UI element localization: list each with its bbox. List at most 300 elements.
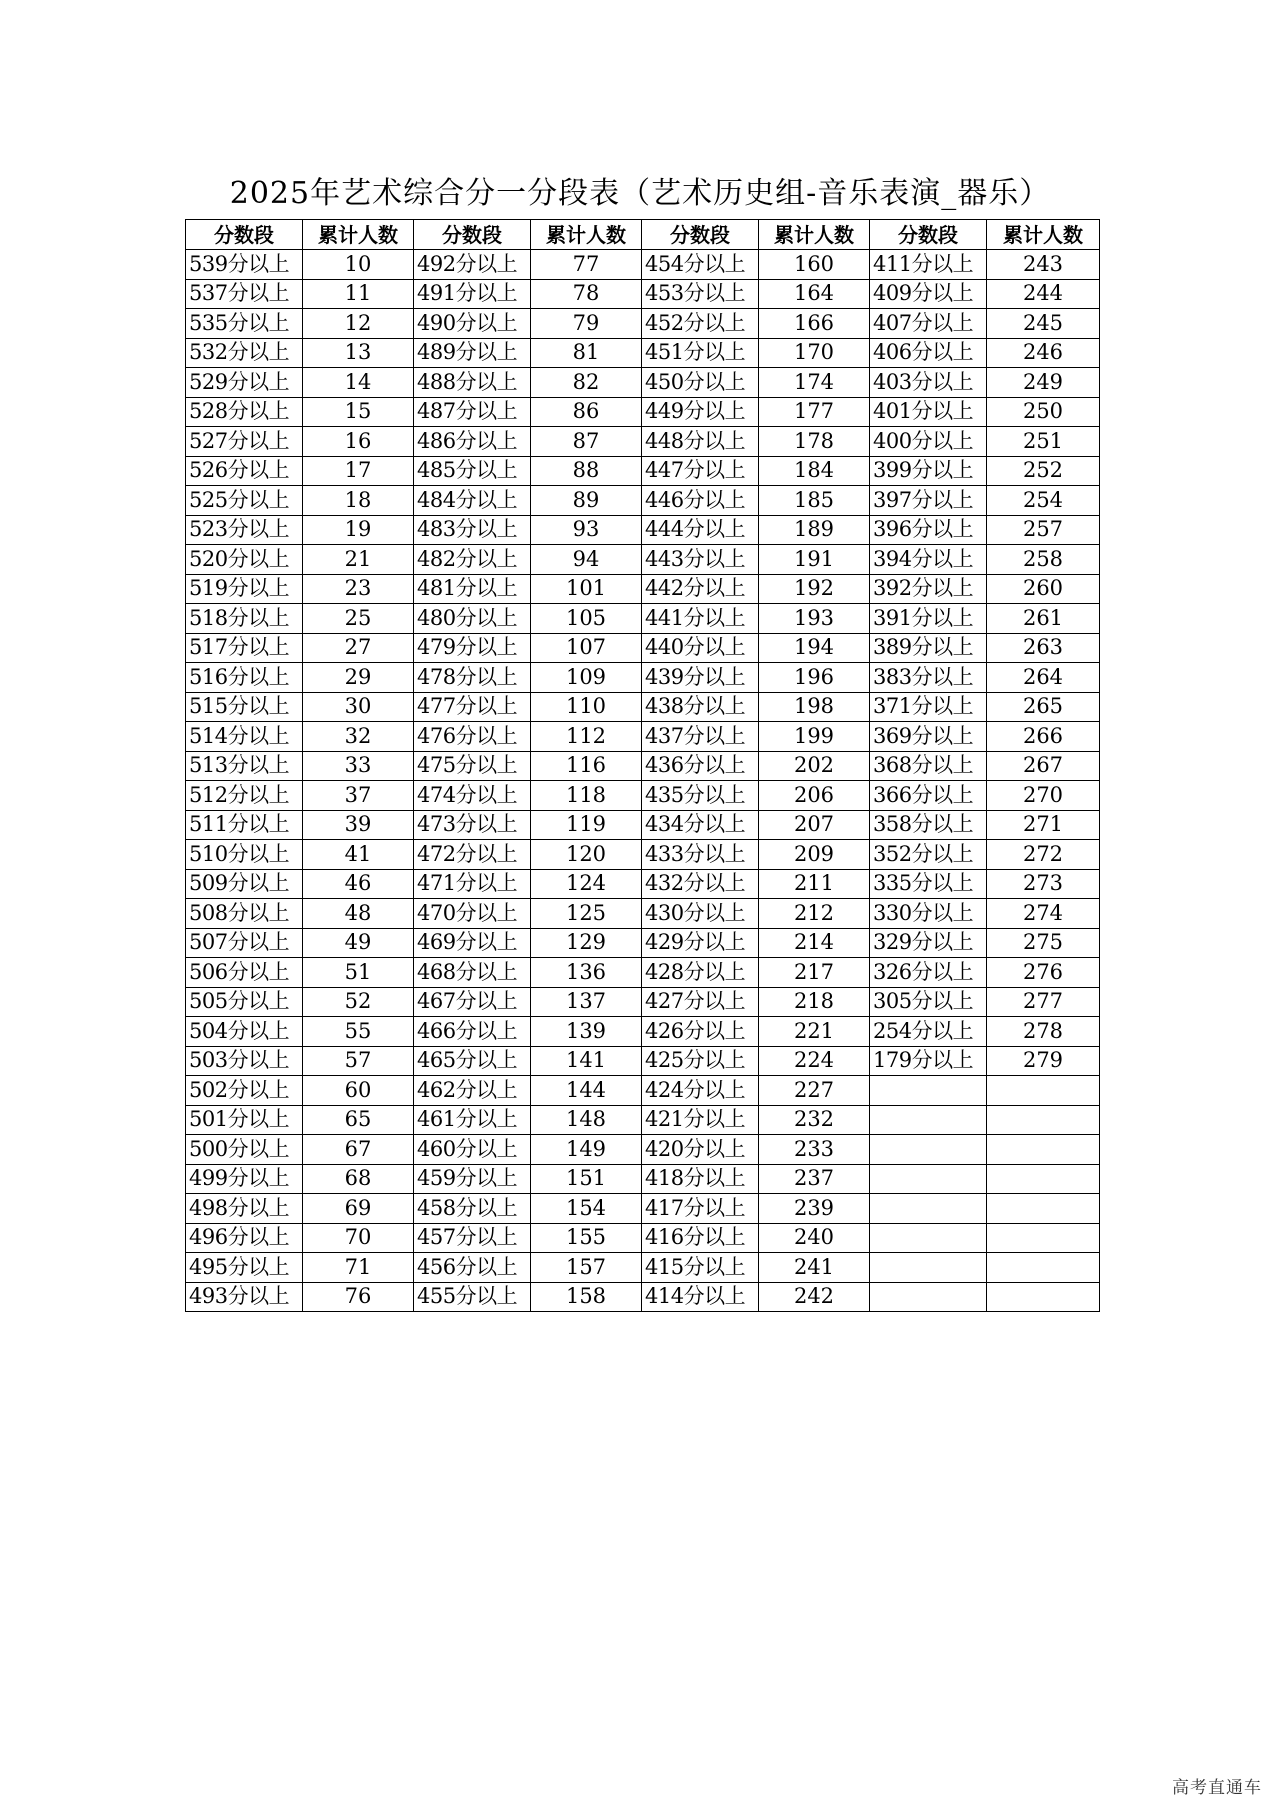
score-range-cell: 371分以上 xyxy=(870,692,987,722)
table-row xyxy=(186,958,1100,988)
score-range-cell: 460分以上 xyxy=(414,1135,531,1165)
score-range-cell: 416分以上 xyxy=(642,1223,759,1253)
cumulative-count-cell: 16 xyxy=(303,427,414,457)
cumulative-count-cell: 207 xyxy=(759,810,870,840)
score-range-cell: 513分以上 xyxy=(186,751,303,781)
cumulative-count-cell: 136 xyxy=(531,958,642,988)
cumulative-count-cell: 202 xyxy=(759,751,870,781)
score-range-cell: 480分以上 xyxy=(414,604,531,634)
score-range-cell xyxy=(870,1282,987,1312)
score-range-cell: 492分以上 xyxy=(414,250,531,280)
score-range-cell: 535分以上 xyxy=(186,309,303,339)
score-range-cell: 476分以上 xyxy=(414,722,531,752)
header-cumulative-count: 累计人数 xyxy=(303,220,414,250)
table-row xyxy=(186,1046,1100,1076)
score-range-cell xyxy=(870,1076,987,1106)
cumulative-count-cell: 189 xyxy=(759,515,870,545)
cumulative-count-cell: 15 xyxy=(303,397,414,427)
cumulative-count-cell: 251 xyxy=(987,427,1100,457)
score-range-cell: 436分以上 xyxy=(642,751,759,781)
cumulative-count-cell xyxy=(987,1223,1100,1253)
cumulative-count-cell: 174 xyxy=(759,368,870,398)
score-range-cell: 495分以上 xyxy=(186,1253,303,1283)
watermark: 高考直通车 xyxy=(1172,1778,1262,1798)
score-range-cell: 473分以上 xyxy=(414,810,531,840)
score-range-cell: 483分以上 xyxy=(414,515,531,545)
score-range-cell: 505分以上 xyxy=(186,987,303,1017)
score-range-cell: 329分以上 xyxy=(870,928,987,958)
cumulative-count-cell: 270 xyxy=(987,781,1100,811)
score-range-cell: 335分以上 xyxy=(870,869,987,899)
cumulative-count-cell: 25 xyxy=(303,604,414,634)
score-range-cell: 467分以上 xyxy=(414,987,531,1017)
cumulative-count-cell: 185 xyxy=(759,486,870,516)
score-range-cell: 514分以上 xyxy=(186,722,303,752)
score-range-cell: 426分以上 xyxy=(642,1017,759,1047)
score-range-cell: 479分以上 xyxy=(414,633,531,663)
score-range-cell: 504分以上 xyxy=(186,1017,303,1047)
score-range-cell: 454分以上 xyxy=(642,250,759,280)
cumulative-count-cell: 107 xyxy=(531,633,642,663)
cumulative-count-cell: 211 xyxy=(759,869,870,899)
cumulative-count-cell: 267 xyxy=(987,751,1100,781)
cumulative-count-cell: 212 xyxy=(759,899,870,929)
cumulative-count-cell: 224 xyxy=(759,1046,870,1076)
cumulative-count-cell: 264 xyxy=(987,663,1100,693)
table-row xyxy=(186,663,1100,693)
cumulative-count-cell: 27 xyxy=(303,633,414,663)
cumulative-count-cell: 51 xyxy=(303,958,414,988)
score-range-cell: 433分以上 xyxy=(642,840,759,870)
score-range-cell: 486分以上 xyxy=(414,427,531,457)
score-range-cell: 429分以上 xyxy=(642,928,759,958)
score-range-cell: 330分以上 xyxy=(870,899,987,929)
cumulative-count-cell: 160 xyxy=(759,250,870,280)
score-range-cell: 425分以上 xyxy=(642,1046,759,1076)
cumulative-count-cell: 13 xyxy=(303,338,414,368)
score-range-cell: 519分以上 xyxy=(186,574,303,604)
table-row xyxy=(186,1282,1100,1312)
score-range-cell: 489分以上 xyxy=(414,338,531,368)
score-range-cell: 465分以上 xyxy=(414,1046,531,1076)
cumulative-count-cell: 39 xyxy=(303,810,414,840)
score-range-cell: 477分以上 xyxy=(414,692,531,722)
score-range-cell: 441分以上 xyxy=(642,604,759,634)
cumulative-count-cell: 276 xyxy=(987,958,1100,988)
cumulative-count-cell: 243 xyxy=(987,250,1100,280)
header-cumulative-count: 累计人数 xyxy=(759,220,870,250)
score-range-cell: 326分以上 xyxy=(870,958,987,988)
score-range-cell: 509分以上 xyxy=(186,869,303,899)
table-row xyxy=(186,781,1100,811)
cumulative-count-cell: 261 xyxy=(987,604,1100,634)
score-range-cell: 470分以上 xyxy=(414,899,531,929)
table-row xyxy=(186,987,1100,1017)
table-row xyxy=(186,427,1100,457)
cumulative-count-cell: 191 xyxy=(759,545,870,575)
header-score-range: 分数段 xyxy=(186,220,303,250)
table-row xyxy=(186,1135,1100,1165)
score-range-cell: 508分以上 xyxy=(186,899,303,929)
cumulative-count-cell: 257 xyxy=(987,515,1100,545)
score-range-cell: 358分以上 xyxy=(870,810,987,840)
cumulative-count-cell: 233 xyxy=(759,1135,870,1165)
score-range-cell: 517分以上 xyxy=(186,633,303,663)
cumulative-count-cell: 154 xyxy=(531,1194,642,1224)
cumulative-count-cell: 57 xyxy=(303,1046,414,1076)
cumulative-count-cell: 129 xyxy=(531,928,642,958)
score-range-cell: 430分以上 xyxy=(642,899,759,929)
score-range-cell: 500分以上 xyxy=(186,1135,303,1165)
cumulative-count-cell: 149 xyxy=(531,1135,642,1165)
cumulative-count-cell: 12 xyxy=(303,309,414,339)
cumulative-count-cell: 141 xyxy=(531,1046,642,1076)
cumulative-count-cell: 249 xyxy=(987,368,1100,398)
table-row xyxy=(186,1253,1100,1283)
cumulative-count-cell: 246 xyxy=(987,338,1100,368)
score-range-cell: 400分以上 xyxy=(870,427,987,457)
table-row xyxy=(186,1223,1100,1253)
score-range-cell: 391分以上 xyxy=(870,604,987,634)
cumulative-count-cell: 69 xyxy=(303,1194,414,1224)
table-row xyxy=(186,840,1100,870)
cumulative-count-cell: 273 xyxy=(987,869,1100,899)
score-range-cell: 499分以上 xyxy=(186,1164,303,1194)
score-range-cell: 511分以上 xyxy=(186,810,303,840)
score-range-cell: 457分以上 xyxy=(414,1223,531,1253)
table-row xyxy=(186,869,1100,899)
score-range-cell: 407分以上 xyxy=(870,309,987,339)
score-range-cell: 496分以上 xyxy=(186,1223,303,1253)
cumulative-count-cell: 144 xyxy=(531,1076,642,1106)
score-range-cell xyxy=(870,1194,987,1224)
cumulative-count-cell: 79 xyxy=(531,309,642,339)
cumulative-count-cell: 19 xyxy=(303,515,414,545)
score-range-cell: 452分以上 xyxy=(642,309,759,339)
score-range-cell: 455分以上 xyxy=(414,1282,531,1312)
score-range-cell: 392分以上 xyxy=(870,574,987,604)
cumulative-count-cell: 82 xyxy=(531,368,642,398)
table-row xyxy=(186,368,1100,398)
cumulative-count-cell: 278 xyxy=(987,1017,1100,1047)
score-range-cell: 523分以上 xyxy=(186,515,303,545)
score-range-cell: 406分以上 xyxy=(870,338,987,368)
score-range-cell: 525分以上 xyxy=(186,486,303,516)
cumulative-count-cell: 155 xyxy=(531,1223,642,1253)
table-row xyxy=(186,692,1100,722)
cumulative-count-cell: 214 xyxy=(759,928,870,958)
cumulative-count-cell: 110 xyxy=(531,692,642,722)
cumulative-count-cell: 93 xyxy=(531,515,642,545)
cumulative-count-cell: 209 xyxy=(759,840,870,870)
score-range-cell: 526分以上 xyxy=(186,456,303,486)
cumulative-count-cell: 151 xyxy=(531,1164,642,1194)
score-range-cell: 503分以上 xyxy=(186,1046,303,1076)
cumulative-count-cell: 116 xyxy=(531,751,642,781)
score-range-cell: 446分以上 xyxy=(642,486,759,516)
cumulative-count-cell: 178 xyxy=(759,427,870,457)
table-row xyxy=(186,722,1100,752)
cumulative-count-cell: 30 xyxy=(303,692,414,722)
score-range-cell: 481分以上 xyxy=(414,574,531,604)
cumulative-count-cell: 237 xyxy=(759,1164,870,1194)
cumulative-count-cell: 89 xyxy=(531,486,642,516)
cumulative-count-cell: 199 xyxy=(759,722,870,752)
cumulative-count-cell: 217 xyxy=(759,958,870,988)
score-range-cell: 396分以上 xyxy=(870,515,987,545)
score-range-cell: 427分以上 xyxy=(642,987,759,1017)
cumulative-count-cell: 274 xyxy=(987,899,1100,929)
table-row xyxy=(186,515,1100,545)
cumulative-count-cell: 46 xyxy=(303,869,414,899)
header-score-range: 分数段 xyxy=(642,220,759,250)
score-range-cell: 515分以上 xyxy=(186,692,303,722)
score-range-cell: 527分以上 xyxy=(186,427,303,457)
score-range-cell xyxy=(870,1164,987,1194)
score-range-cell: 532分以上 xyxy=(186,338,303,368)
cumulative-count-cell: 41 xyxy=(303,840,414,870)
cumulative-count-cell: 139 xyxy=(531,1017,642,1047)
score-range-cell: 506分以上 xyxy=(186,958,303,988)
table-header-row xyxy=(186,220,1100,250)
score-range-cell: 510分以上 xyxy=(186,840,303,870)
score-range-cell: 487分以上 xyxy=(414,397,531,427)
cumulative-count-cell: 124 xyxy=(531,869,642,899)
score-range-cell: 461分以上 xyxy=(414,1105,531,1135)
cumulative-count-cell: 254 xyxy=(987,486,1100,516)
table-row xyxy=(186,1017,1100,1047)
cumulative-count-cell: 11 xyxy=(303,279,414,309)
score-range-cell: 432分以上 xyxy=(642,869,759,899)
cumulative-count-cell: 52 xyxy=(303,987,414,1017)
table-row xyxy=(186,397,1100,427)
score-range-cell: 409分以上 xyxy=(870,279,987,309)
score-range-cell: 462分以上 xyxy=(414,1076,531,1106)
table-row xyxy=(186,633,1100,663)
score-range-cell: 403分以上 xyxy=(870,368,987,398)
score-range-cell: 518分以上 xyxy=(186,604,303,634)
cumulative-count-cell: 60 xyxy=(303,1076,414,1106)
cumulative-count-cell: 32 xyxy=(303,722,414,752)
cumulative-count-cell xyxy=(987,1282,1100,1312)
score-range-cell: 539分以上 xyxy=(186,250,303,280)
score-range-cell: 418分以上 xyxy=(642,1164,759,1194)
cumulative-count-cell: 119 xyxy=(531,810,642,840)
score-range-cell: 254分以上 xyxy=(870,1017,987,1047)
cumulative-count-cell: 164 xyxy=(759,279,870,309)
score-range-cell: 501分以上 xyxy=(186,1105,303,1135)
header-cumulative-count: 累计人数 xyxy=(987,220,1100,250)
table-row xyxy=(186,899,1100,929)
cumulative-count-cell: 239 xyxy=(759,1194,870,1224)
cumulative-count-cell: 125 xyxy=(531,899,642,929)
cumulative-count-cell xyxy=(987,1194,1100,1224)
cumulative-count-cell: 71 xyxy=(303,1253,414,1283)
score-range-cell: 447分以上 xyxy=(642,456,759,486)
score-range-cell: 451分以上 xyxy=(642,338,759,368)
cumulative-count-cell: 21 xyxy=(303,545,414,575)
cumulative-count-cell: 194 xyxy=(759,633,870,663)
cumulative-count-cell: 76 xyxy=(303,1282,414,1312)
cumulative-count-cell: 86 xyxy=(531,397,642,427)
score-range-cell: 498分以上 xyxy=(186,1194,303,1224)
header-cumulative-count: 累计人数 xyxy=(531,220,642,250)
score-range-cell: 472分以上 xyxy=(414,840,531,870)
score-range-cell: 475分以上 xyxy=(414,751,531,781)
cumulative-count-cell: 10 xyxy=(303,250,414,280)
table-row xyxy=(186,1105,1100,1135)
cumulative-count-cell: 68 xyxy=(303,1164,414,1194)
score-range-cell: 448分以上 xyxy=(642,427,759,457)
cumulative-count-cell: 55 xyxy=(303,1017,414,1047)
cumulative-count-cell: 29 xyxy=(303,663,414,693)
score-range-cell: 482分以上 xyxy=(414,545,531,575)
cumulative-count-cell: 87 xyxy=(531,427,642,457)
cumulative-count-cell: 70 xyxy=(303,1223,414,1253)
score-range-cell: 434分以上 xyxy=(642,810,759,840)
table-row xyxy=(186,1164,1100,1194)
table-row xyxy=(186,751,1100,781)
score-range-cell: 439分以上 xyxy=(642,663,759,693)
score-range-cell: 415分以上 xyxy=(642,1253,759,1283)
cumulative-count-cell xyxy=(987,1164,1100,1194)
cumulative-count-cell: 260 xyxy=(987,574,1100,604)
cumulative-count-cell xyxy=(987,1105,1100,1135)
cumulative-count-cell: 158 xyxy=(531,1282,642,1312)
cumulative-count-cell: 14 xyxy=(303,368,414,398)
score-range-cell: 490分以上 xyxy=(414,309,531,339)
score-range-cell: 383分以上 xyxy=(870,663,987,693)
cumulative-count-cell: 218 xyxy=(759,987,870,1017)
score-range-cell: 466分以上 xyxy=(414,1017,531,1047)
score-range-cell: 428分以上 xyxy=(642,958,759,988)
cumulative-count-cell: 241 xyxy=(759,1253,870,1283)
score-range-cell: 458分以上 xyxy=(414,1194,531,1224)
cumulative-count-cell: 177 xyxy=(759,397,870,427)
score-range-cell: 529分以上 xyxy=(186,368,303,398)
score-range-cell: 471分以上 xyxy=(414,869,531,899)
score-range-cell: 484分以上 xyxy=(414,486,531,516)
cumulative-count-cell: 118 xyxy=(531,781,642,811)
cumulative-count-cell: 77 xyxy=(531,250,642,280)
score-range-cell xyxy=(870,1223,987,1253)
score-range-cell: 507分以上 xyxy=(186,928,303,958)
table-row xyxy=(186,928,1100,958)
table-row xyxy=(186,250,1100,280)
cumulative-count-cell: 101 xyxy=(531,574,642,604)
cumulative-count-cell: 112 xyxy=(531,722,642,752)
page-title: 2025年艺术综合分一分段表（艺术历史组-音乐表演_器乐） xyxy=(229,176,1051,211)
score-range-cell: 438分以上 xyxy=(642,692,759,722)
cumulative-count-cell: 23 xyxy=(303,574,414,604)
cumulative-count-cell: 157 xyxy=(531,1253,642,1283)
cumulative-count-cell: 192 xyxy=(759,574,870,604)
cumulative-count-cell xyxy=(987,1076,1100,1106)
cumulative-count-cell: 242 xyxy=(759,1282,870,1312)
cumulative-count-cell: 198 xyxy=(759,692,870,722)
cumulative-count-cell: 65 xyxy=(303,1105,414,1135)
score-range-cell: 437分以上 xyxy=(642,722,759,752)
table-row xyxy=(186,574,1100,604)
cumulative-count-cell: 272 xyxy=(987,840,1100,870)
score-range-cell: 421分以上 xyxy=(642,1105,759,1135)
score-range-cell xyxy=(870,1105,987,1135)
cumulative-count-cell: 137 xyxy=(531,987,642,1017)
cumulative-count-cell: 266 xyxy=(987,722,1100,752)
score-range-cell: 401分以上 xyxy=(870,397,987,427)
score-range-cell: 399分以上 xyxy=(870,456,987,486)
cumulative-count-cell: 240 xyxy=(759,1223,870,1253)
cumulative-count-cell: 277 xyxy=(987,987,1100,1017)
score-range-cell: 366分以上 xyxy=(870,781,987,811)
cumulative-count-cell xyxy=(987,1135,1100,1165)
score-range-cell: 352分以上 xyxy=(870,840,987,870)
table-row xyxy=(186,810,1100,840)
score-range-cell: 516分以上 xyxy=(186,663,303,693)
cumulative-count-cell: 49 xyxy=(303,928,414,958)
score-range-cell: 520分以上 xyxy=(186,545,303,575)
cumulative-count-cell: 88 xyxy=(531,456,642,486)
cumulative-count-cell: 244 xyxy=(987,279,1100,309)
score-range-cell: 414分以上 xyxy=(642,1282,759,1312)
score-range-cell: 179分以上 xyxy=(870,1046,987,1076)
cumulative-count-cell: 232 xyxy=(759,1105,870,1135)
score-range-cell: 369分以上 xyxy=(870,722,987,752)
table-row xyxy=(186,486,1100,516)
score-range-cell: 411分以上 xyxy=(870,250,987,280)
table-row xyxy=(186,1076,1100,1106)
score-range-cell: 502分以上 xyxy=(186,1076,303,1106)
table-row xyxy=(186,604,1100,634)
score-table xyxy=(185,219,1100,1312)
cumulative-count-cell: 18 xyxy=(303,486,414,516)
score-range-cell: 469分以上 xyxy=(414,928,531,958)
score-range-cell: 453分以上 xyxy=(642,279,759,309)
score-range-cell: 488分以上 xyxy=(414,368,531,398)
cumulative-count-cell: 265 xyxy=(987,692,1100,722)
cumulative-count-cell: 48 xyxy=(303,899,414,929)
score-range-cell: 444分以上 xyxy=(642,515,759,545)
table-row xyxy=(186,456,1100,486)
cumulative-count-cell: 221 xyxy=(759,1017,870,1047)
cumulative-count-cell: 105 xyxy=(531,604,642,634)
score-range-cell: 478分以上 xyxy=(414,663,531,693)
score-range-cell: 450分以上 xyxy=(642,368,759,398)
cumulative-count-cell: 78 xyxy=(531,279,642,309)
cumulative-count-cell: 227 xyxy=(759,1076,870,1106)
cumulative-count-cell: 252 xyxy=(987,456,1100,486)
score-range-cell: 305分以上 xyxy=(870,987,987,1017)
score-range-cell: 389分以上 xyxy=(870,633,987,663)
header-score-range: 分数段 xyxy=(414,220,531,250)
score-range-cell: 424分以上 xyxy=(642,1076,759,1106)
cumulative-count-cell: 148 xyxy=(531,1105,642,1135)
cumulative-count-cell: 170 xyxy=(759,338,870,368)
header-score-range: 分数段 xyxy=(870,220,987,250)
score-range-cell xyxy=(870,1135,987,1165)
score-range-cell: 394分以上 xyxy=(870,545,987,575)
score-range-cell: 368分以上 xyxy=(870,751,987,781)
cumulative-count-cell: 206 xyxy=(759,781,870,811)
cumulative-count-cell: 33 xyxy=(303,751,414,781)
cumulative-count-cell: 184 xyxy=(759,456,870,486)
score-range-cell: 440分以上 xyxy=(642,633,759,663)
score-range-cell: 417分以上 xyxy=(642,1194,759,1224)
score-range-cell: 468分以上 xyxy=(414,958,531,988)
cumulative-count-cell: 109 xyxy=(531,663,642,693)
table-body xyxy=(186,250,1100,1312)
cumulative-count-cell: 37 xyxy=(303,781,414,811)
